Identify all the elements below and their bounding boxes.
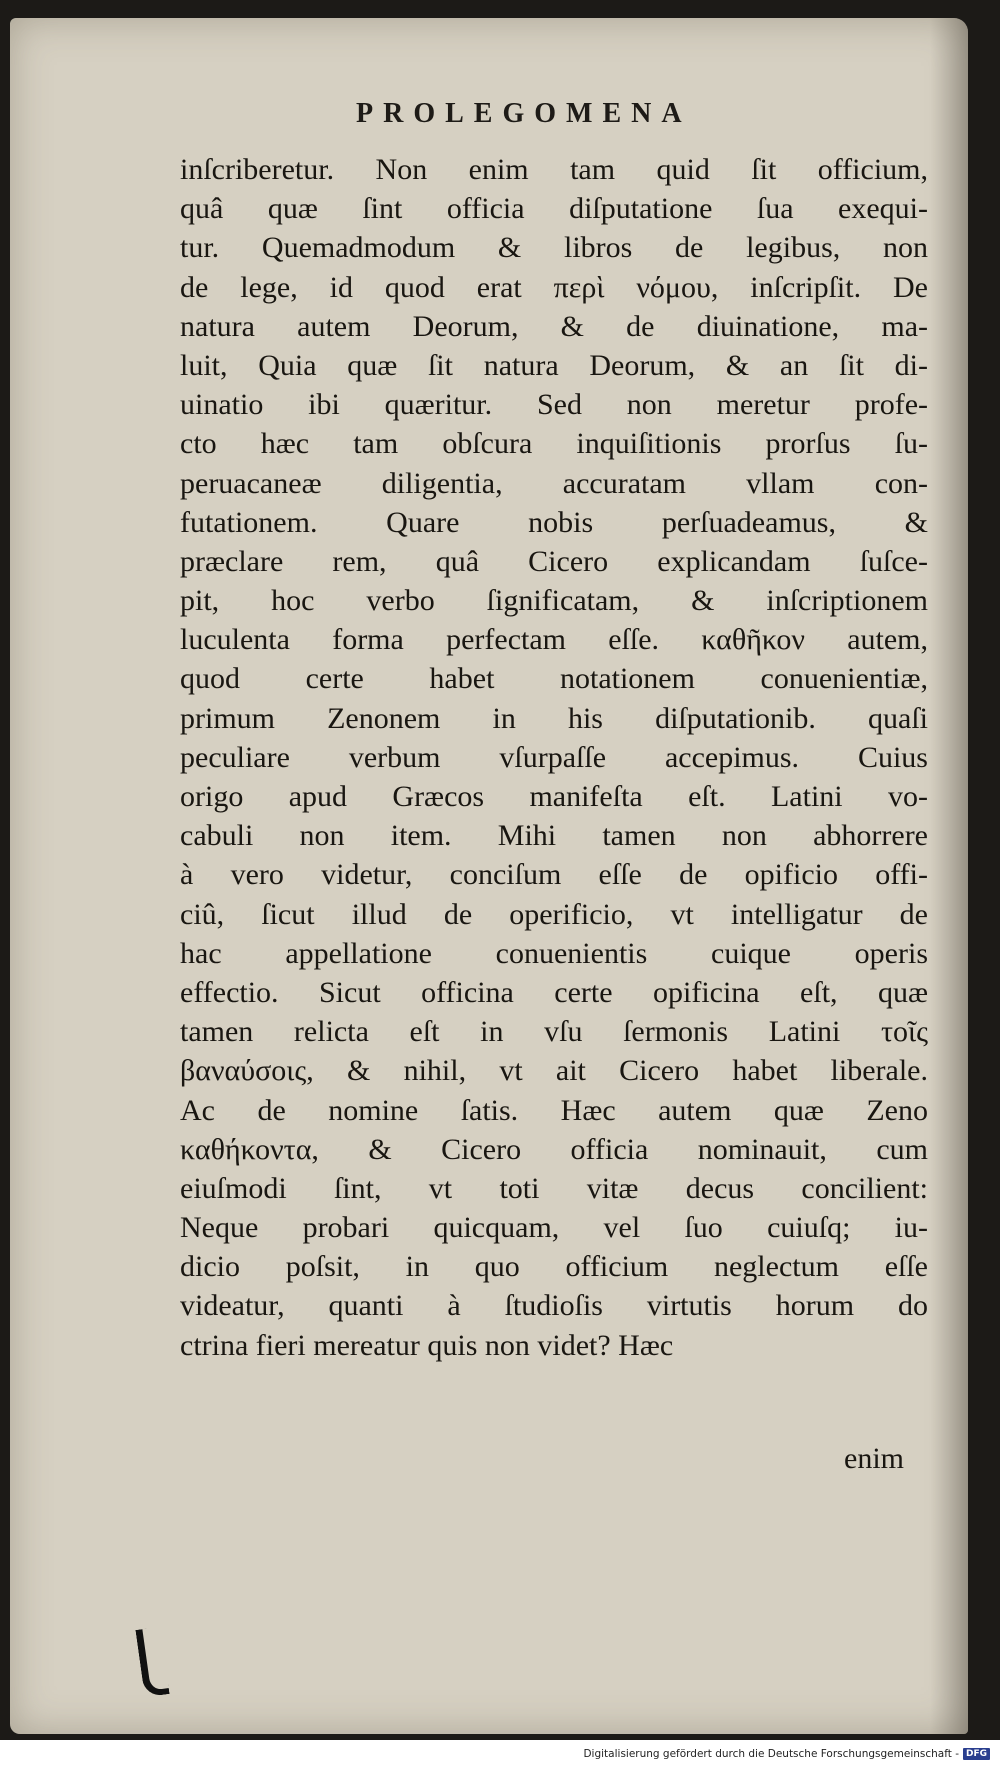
text-line: luculenta forma perfectam eſſe. καθῆκον autem, (180, 623, 928, 657)
text-line: natura autem Deorum, & de diuinatione, ma- (180, 309, 928, 343)
text-line: pit, hoc verbo ſignificatam, & inſcriptionem (180, 584, 928, 618)
text-line: ctrina fieri mereatur quis non videt? Hæc (180, 1328, 674, 1362)
text-line: hac appellatione conuenientis cuique operis (180, 936, 928, 970)
text-line: tur. Quemadmodum & libros de legibus, non (180, 231, 928, 265)
text-line: eiuſmodi ſint, vt toti vitæ decus concilient: (180, 1171, 928, 1205)
text-line: Neque probari quicquam, vel ſuo cuiuſq; iu- (180, 1211, 928, 1245)
text-line: cto hæc tam obſcura inquiſitionis prorſus ſu- (180, 427, 928, 461)
text-line: Ac de nomine ſatis. Hæc autem quæ Zeno (180, 1093, 928, 1127)
dfg-logo[interactable]: DFG (963, 1748, 990, 1760)
digitization-credit (583, 1748, 990, 1760)
catchword: enim (844, 1442, 904, 1475)
text-line: videatur, quanti à ſtudioſis virtutis horum do (180, 1289, 928, 1323)
text-line: inſcriberetur. Non enim tam quid ſit officium, (180, 153, 928, 186)
text-line: de lege, id quod erat περὶ νόμου, inſcripſit. De (180, 270, 928, 304)
text-line: à vero videtur, conciſum eſſe de opificio offi- (180, 858, 928, 892)
text-line: quod certe habet notationem conuenientiæ, (180, 662, 928, 696)
text-line: peruacaneæ diligentia, accuratam vllam con- (180, 466, 928, 500)
text-line: primum Zenonem in his diſputationib. quaſi (180, 701, 928, 735)
running-header: PROLEGOMENA (356, 98, 692, 129)
text-line: βαναύσοις, & nihil, vt ait Cicero habet liberale. (180, 1054, 928, 1088)
body-text (180, 150, 928, 1365)
text-line: origo apud Græcos manifeſta eſt. Latini vo- (180, 780, 928, 813)
text-line: dicio poſsit, in quo officium neglectum eſſe (180, 1250, 928, 1284)
text-line: καθήκοντα, & Cicero officia nominauit, cum (180, 1132, 928, 1166)
page-edge-shadow (930, 18, 968, 1734)
text-line: uinatio ibi quæritur. Sed non meretur profe- (180, 388, 928, 422)
text-line: tamen relicta eſt in vſu ſermonis Latini τοῖς (180, 1015, 928, 1049)
text-line: effectio. Sicut officina certe opificina eſt, quæ (180, 975, 928, 1009)
credit-text: Digitalisierung gefördert durch die Deutsche Forschungsgemeinschaft - (583, 1748, 959, 1760)
text-line: luit, Quia quæ ſit natura Deorum, & an ſit di- (180, 348, 928, 382)
text-line: futationem. Quare nobis perſuadeamus, & (180, 505, 928, 539)
text-line: quâ quæ ſint officia diſputatione ſua exequi- (180, 192, 928, 226)
text-line: peculiare verbum vſurpaſſe accepimus. Cuius (180, 740, 928, 774)
text-line: ciû, ſicut illud de operificio, vt intelligatur de (180, 897, 928, 931)
text-line: cabuli non item. Mihi tamen non abhorrere (180, 819, 928, 853)
text-line: præclare rem, quâ Cicero explicandam ſuſce- (180, 544, 928, 578)
